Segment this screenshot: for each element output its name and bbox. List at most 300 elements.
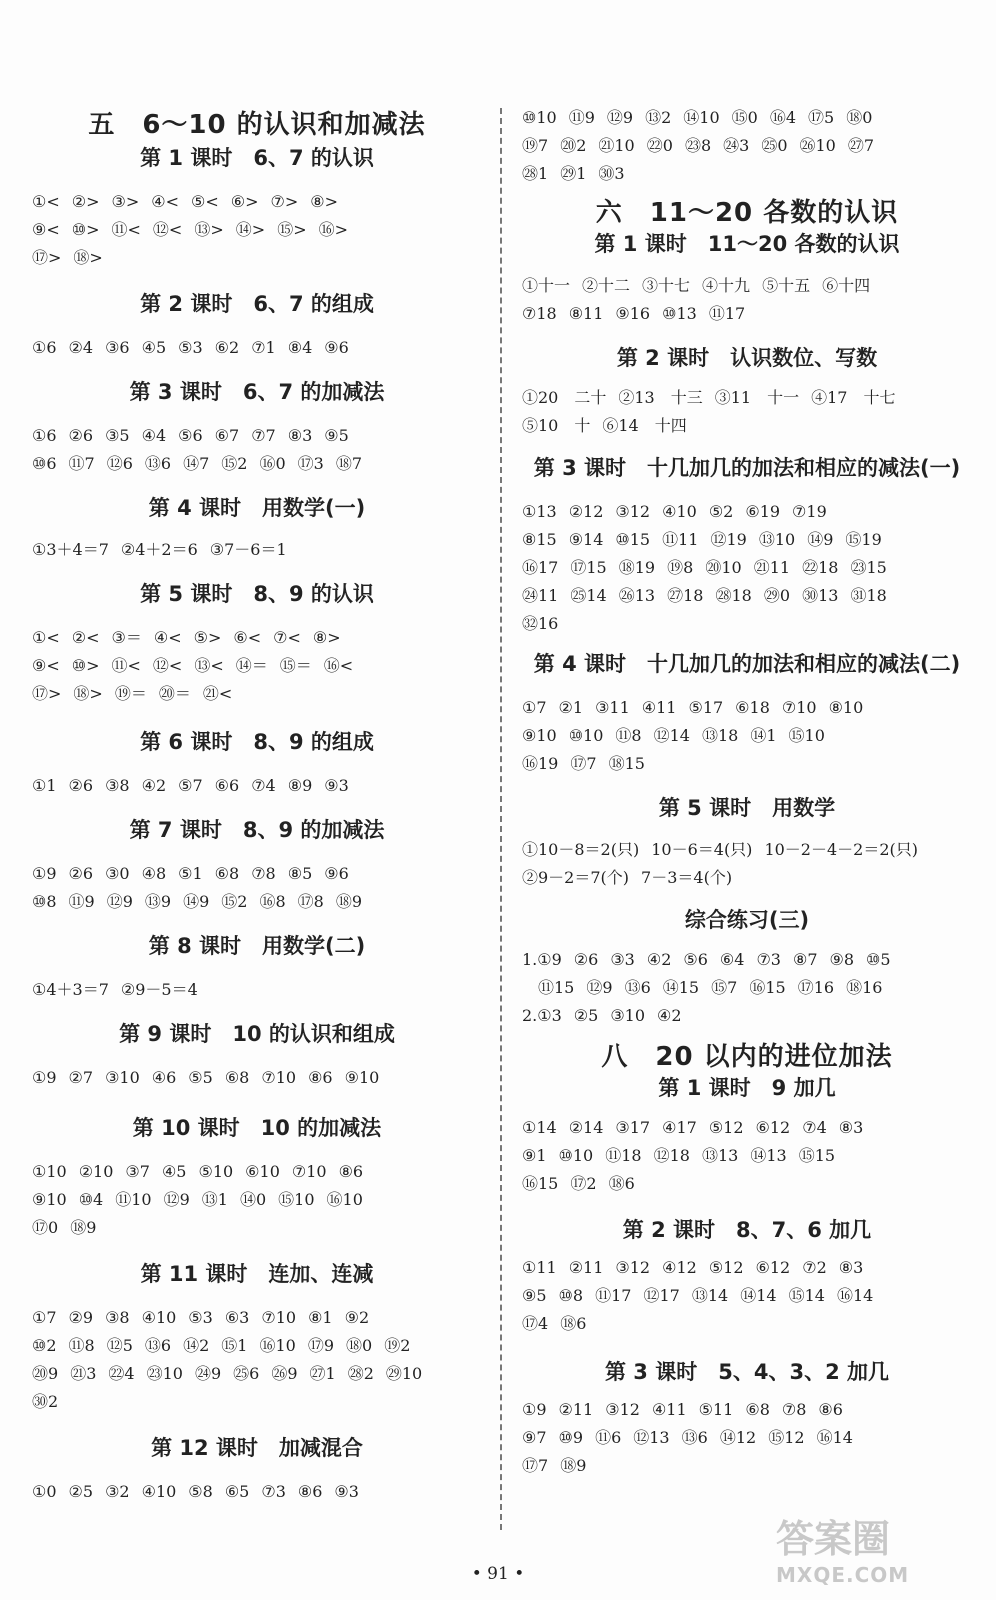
answer-item: ⑩5: [866, 950, 891, 969]
answer-item: ①11: [522, 1258, 557, 1277]
answer-item: ㉙0: [763, 586, 791, 605]
answer-item: ⑰7: [522, 1456, 549, 1475]
answer-item: ⑫9: [606, 108, 634, 127]
answer-item: ⑱9: [560, 1456, 587, 1475]
answer-item: ⑧5: [287, 864, 313, 883]
answer-item: ④17 十七: [811, 388, 896, 407]
answer-item: ④11: [641, 698, 677, 717]
answer-item: ㉔3: [723, 136, 750, 155]
answer-item: ②11: [568, 1258, 604, 1277]
answer-item: ②>: [71, 192, 100, 211]
answer-item: ㉑10: [598, 136, 635, 155]
answer-item: ①9: [32, 1068, 57, 1087]
answer-item: ⑬9: [144, 892, 172, 911]
answer-item: ㉙10: [385, 1364, 423, 1383]
answer-item: ②6: [68, 776, 94, 795]
answer-item: ④2: [657, 1006, 682, 1025]
answer-item: ②十二: [582, 276, 631, 295]
answer-row: [522, 1254, 972, 1282]
answer-item: ⑤1: [178, 864, 203, 883]
answer-item: ⑯15: [522, 1174, 559, 1193]
answer-item: ①0: [32, 1482, 57, 1501]
answer-row: [32, 1360, 482, 1388]
lesson-title: 第 8 课时 用数学(二): [148, 934, 366, 958]
answer-item: ⑭>: [235, 220, 266, 239]
answer-item: ⑪<: [111, 220, 141, 239]
answer-item: ⑩9: [558, 1428, 584, 1447]
answer-item: ④4: [141, 426, 167, 445]
answer-item: ④17: [662, 1118, 697, 1137]
answer-row: [522, 946, 972, 974]
answer-row: [32, 188, 482, 216]
answer-item: ③5: [105, 426, 130, 445]
answer-item: ⑮＝: [279, 656, 312, 675]
answer-row: [32, 1186, 482, 1214]
answer-item: ㉒4: [108, 1364, 135, 1383]
answer-item: ⑨<: [32, 656, 60, 675]
answer-block: [32, 1064, 482, 1092]
answer-item: ⑥<: [233, 628, 262, 647]
lesson-title: 第 4 课时 用数学(一): [148, 496, 366, 520]
answer-row: [32, 1304, 482, 1332]
answer-row: [32, 680, 482, 708]
answer-item: ①10－8＝2(只): [522, 840, 640, 859]
answer-block: [522, 272, 972, 328]
answer-item: ⑧6: [338, 1162, 364, 1181]
answer-row: [522, 750, 972, 778]
answer-item: ⑯0: [259, 454, 286, 473]
answer-item: ⑭12: [719, 1428, 757, 1447]
answer-item: ④6: [151, 1068, 177, 1087]
answer-item: ⑫6: [106, 454, 133, 473]
answer-item: ③8: [105, 776, 130, 795]
answer-item: ⑭＝: [235, 656, 268, 675]
answer-item: ②9: [68, 1308, 94, 1327]
answer-item: ⑪9: [68, 892, 95, 911]
answer-item: ③11 十一: [714, 388, 800, 407]
answer-item: ⑤>: [193, 628, 222, 647]
answer-item: ⑮10: [788, 726, 825, 745]
answer-item: ②6: [68, 426, 94, 445]
lesson-title: 第 10 课时 10 的加减法: [132, 1116, 382, 1140]
answer-item: ⑦10: [261, 1068, 297, 1087]
answer-item: ③17: [615, 1118, 651, 1137]
page-number: • 91 •: [471, 1564, 525, 1584]
answer-item: ⑱9: [70, 1218, 97, 1237]
answer-item: ⑤8: [188, 1482, 213, 1501]
answer-item: ⑧7: [792, 950, 818, 969]
answer-block: [522, 498, 972, 638]
answer-item: ③7: [125, 1162, 150, 1181]
answer-item: ⑭9: [807, 530, 834, 549]
answer-item: ①7: [522, 698, 547, 717]
answer-item: ⑬6: [624, 978, 651, 997]
answer-item: ⑧3: [838, 1258, 864, 1277]
answer-item: ⑰9: [307, 1336, 335, 1355]
answer-row: [32, 888, 482, 916]
answer-item: ⑥4: [719, 950, 745, 969]
answer-item: ⑭14: [740, 1286, 777, 1305]
answer-item: ⑱6: [560, 1314, 587, 1333]
answer-item: ㉖13: [618, 586, 656, 605]
answer-item: ⑩10: [522, 108, 557, 127]
answer-row: [32, 422, 482, 450]
answer-item: ⑥14 十四: [602, 416, 687, 435]
answer-item: ③>: [111, 192, 140, 211]
answer-item: ⑮14: [788, 1286, 825, 1305]
answer-item: ⑨10: [32, 1190, 67, 1209]
answer-block: [522, 946, 972, 1030]
answer-block: [522, 104, 972, 188]
answer-row: [32, 216, 482, 244]
answer-item: ⑨1: [522, 1146, 547, 1165]
answer-row: [32, 1214, 482, 1242]
answer-item: ⑫18: [653, 1146, 690, 1165]
answer-item: ⑩10: [558, 1146, 594, 1165]
answer-item: ⑬<: [194, 656, 224, 675]
answer-item: ④10: [141, 1308, 177, 1327]
answer-item: ⑰3: [297, 454, 324, 473]
answer-item: ⑦>: [270, 192, 299, 211]
lesson-title: 第 2 课时 8、7、6 加几: [622, 1218, 872, 1242]
answer-item: ⑮7: [711, 978, 738, 997]
answer-item: ⑲8: [667, 558, 694, 577]
answer-item: 2.①3: [522, 1006, 562, 1025]
answer-item: ⑤十五: [762, 276, 811, 295]
answer-item: ⑳2: [560, 136, 587, 155]
answer-item: ㉒18: [802, 558, 839, 577]
lesson-title: 第 7 课时 8、9 的加减法: [129, 818, 385, 842]
answer-row: [32, 772, 482, 800]
answer-row: [522, 160, 972, 188]
answer-item: ②4＋2＝6: [120, 540, 198, 559]
answer-item: ⑦19: [792, 502, 827, 521]
answer-item: ④<: [151, 192, 179, 211]
lesson-title: 第 3 课时 十几加几的加法和相应的减法(一): [533, 456, 961, 480]
lesson-title: 第 5 课时 8、9 的认识: [140, 582, 374, 606]
answer-row: [32, 536, 482, 564]
answer-item: ⑧3: [838, 1118, 864, 1137]
answer-item: ①4＋3＝7: [32, 980, 109, 999]
answer-item: ⑬6: [681, 1428, 708, 1447]
answer-item: ⑦18: [522, 304, 557, 323]
answer-item: ⑫13: [633, 1428, 670, 1447]
answer-item: ⑦3: [756, 950, 781, 969]
answer-item: ⑬2: [645, 108, 672, 127]
answer-block: [522, 1254, 972, 1338]
answer-item: ②1: [558, 698, 584, 717]
answer-item: ①14: [522, 1118, 557, 1137]
answer-item: ⑰>: [32, 248, 62, 267]
answer-item: ⑨3: [334, 1482, 359, 1501]
answer-item: ㉑11: [753, 558, 791, 577]
answer-item: ⑬14: [691, 1286, 729, 1305]
answer-item: ⑥8: [745, 1400, 770, 1419]
answer-row: [522, 300, 972, 328]
answer-item: ⑪15: [522, 978, 575, 997]
answer-item: ⑩8: [32, 892, 57, 911]
answer-item: ㉑3: [70, 1364, 97, 1383]
answer-item: ⑫9: [106, 892, 133, 911]
answer-item: ⑦7: [251, 426, 276, 445]
answer-item: ④11: [651, 1400, 687, 1419]
answer-row: [522, 132, 972, 160]
answer-row: [32, 1332, 482, 1360]
answer-item: ⑤3: [178, 338, 203, 357]
lesson-title: 第 2 课时 认识数位、写数: [616, 346, 878, 370]
answer-item: ⑫9: [586, 978, 613, 997]
answer-item: ⑰4: [522, 1314, 549, 1333]
answer-item: ④5: [161, 1162, 187, 1181]
answer-item: ⑥18: [735, 698, 770, 717]
answer-item: ⑱>: [73, 684, 103, 703]
answer-item: ③十七: [642, 276, 691, 295]
answer-item: ⑩2: [32, 1336, 57, 1355]
column-divider: [500, 108, 502, 1530]
answer-item: ④2: [646, 950, 672, 969]
answer-item: ⑤7: [178, 776, 203, 795]
answer-item: ⑰7: [570, 754, 597, 773]
answer-item: ③12: [615, 502, 651, 521]
answer-item: ①3＋4＝7: [32, 540, 109, 559]
answer-item: ㉖10: [799, 136, 836, 155]
answer-block: [32, 772, 482, 800]
answer-item: ⑱7: [335, 454, 363, 473]
answer-block: [32, 422, 482, 478]
answer-item: ③2: [105, 1482, 130, 1501]
answer-item: ⑩15: [615, 530, 651, 549]
answer-item: ⑯15: [749, 978, 786, 997]
answer-item: ㉜16: [522, 614, 559, 633]
answer-item: ⑬>: [194, 220, 224, 239]
answer-item: ⑦8: [781, 1400, 807, 1419]
answer-row: [522, 610, 972, 638]
answer-item: ⑧15: [522, 530, 557, 549]
answer-item: ⑨5: [522, 1286, 547, 1305]
answer-item: ④5: [141, 338, 167, 357]
answer-item: ⑧1: [308, 1308, 333, 1327]
answer-item: ⑭13: [750, 1146, 787, 1165]
answer-item: ⑤11: [698, 1400, 734, 1419]
answer-item: ⑥8: [224, 1068, 250, 1087]
answer-item: ⑨14: [568, 530, 604, 549]
answer-item: ⑰16: [797, 978, 835, 997]
answer-item: ⑧10: [828, 698, 864, 717]
answer-item: ②5: [573, 1006, 599, 1025]
answer-item: ⑥8: [214, 864, 240, 883]
answer-item: ⑰5: [808, 108, 835, 127]
answer-item: ⑫5: [106, 1336, 133, 1355]
answer-item: ②7: [68, 1068, 94, 1087]
answer-item: ⑥6: [214, 776, 240, 795]
answer-item: ㉚13: [802, 586, 839, 605]
answer-item: ⑦8: [251, 864, 276, 883]
answer-item: ③12: [605, 1400, 640, 1419]
lesson-title: 第 5 课时 用数学: [658, 796, 836, 820]
answer-item: ㉓8: [684, 136, 712, 155]
answer-item: ⑧6: [818, 1400, 843, 1419]
answer-item: ⑧4: [287, 338, 313, 357]
answer-item: ⑫17: [643, 1286, 680, 1305]
answer-item: ㉘18: [715, 586, 752, 605]
answer-item: ⑥3: [224, 1308, 250, 1327]
answer-row: [32, 624, 482, 652]
answer-item: ④<: [153, 628, 182, 647]
answer-item: ⑩10: [568, 726, 604, 745]
answer-item: ⑬6: [144, 1336, 172, 1355]
answer-item: ⑥19: [745, 502, 781, 521]
answer-item: ⑩6: [32, 454, 57, 473]
answer-item: ㉖9: [271, 1364, 298, 1383]
answer-item: ⑤2: [708, 502, 734, 521]
answer-row: [522, 974, 972, 1002]
answer-item: ⑬18: [701, 726, 739, 745]
answer-item: ⑥12: [755, 1118, 791, 1137]
answer-item: ⑤17: [688, 698, 724, 717]
answer-item: ⑱6: [608, 1174, 635, 1193]
answer-item: ⑭1: [750, 726, 777, 745]
answer-item: ⑨5: [324, 426, 349, 445]
answer-item: ⑮12: [768, 1428, 805, 1447]
answer-item: ⑪7: [68, 454, 95, 473]
answer-item: ⑤<: [191, 192, 219, 211]
lesson-title: 第 1 课时 6、7 的认识: [140, 146, 374, 170]
answer-item: ⑨<: [32, 220, 60, 239]
answer-item: ⑤12: [708, 1118, 744, 1137]
answer-item: ⑮2: [221, 892, 248, 911]
answer-item: ⑱0: [846, 108, 873, 127]
answer-item: ⑪18: [605, 1146, 642, 1165]
answer-item: ③12: [615, 1258, 651, 1277]
answer-row: [522, 384, 972, 412]
answer-row: [32, 450, 482, 478]
answer-item: ④12: [662, 1258, 697, 1277]
answer-item: ⑲2: [384, 1336, 411, 1355]
answer-item: ③3: [610, 950, 635, 969]
answer-row: [522, 694, 972, 722]
answer-item: ⑭10: [683, 108, 720, 127]
answer-item: ③10: [105, 1068, 140, 1087]
answer-item: ③10: [610, 1006, 646, 1025]
answer-item: ④十九: [702, 276, 751, 295]
answer-item: ③0: [105, 864, 130, 883]
answer-item: ⑯10: [326, 1190, 363, 1209]
answer-item: ②<: [71, 628, 100, 647]
answer-item: ⑨16: [615, 304, 651, 323]
answer-item: ⑳9: [32, 1364, 59, 1383]
answer-item: ⑨10: [522, 726, 557, 745]
answer-item: ④2: [141, 776, 167, 795]
answer-item: ⑪8: [615, 726, 642, 745]
answer-row: [32, 244, 482, 272]
answer-row: [522, 104, 972, 132]
answer-item: ⑥十四: [822, 276, 871, 295]
answer-item: ⑬1: [201, 1190, 228, 1209]
answer-item: ⑪9: [568, 108, 595, 127]
answer-row: [522, 272, 972, 300]
lesson-title: 第 3 课时 5、4、3、2 加几: [605, 1360, 889, 1384]
answer-row: [32, 334, 482, 362]
lesson-title: 第 1 课时 11～20 各数的认识: [594, 232, 900, 256]
answer-row: [522, 722, 972, 750]
answer-item: ⑪17: [708, 304, 746, 323]
answer-item: ⑯19: [522, 754, 559, 773]
answer-row: [32, 1064, 482, 1092]
answer-row: [522, 1170, 972, 1198]
answer-item: ⑩>: [71, 656, 100, 675]
answer-item: ⑧>: [312, 628, 341, 647]
answer-item: ⑫<: [152, 656, 183, 675]
answer-item: ⑧9: [287, 776, 313, 795]
answer-item: ⑨10: [344, 1068, 380, 1087]
answer-item: ⑱>: [73, 248, 103, 267]
answer-item: ㉒0: [646, 136, 673, 155]
answer-item: ⑮19: [845, 530, 882, 549]
answer-item: ⑮10: [278, 1190, 315, 1209]
answer-item: ⑯14: [836, 1286, 874, 1305]
answer-item: ⑪<: [111, 656, 141, 675]
answer-item: ⑬10: [758, 530, 796, 549]
lesson-title: 第 4 课时 十几加几的加法和相应的减法(二): [533, 652, 961, 676]
answer-row: [522, 1452, 972, 1480]
answer-item: ⑦1: [251, 338, 276, 357]
answer-item: ⑬6: [144, 454, 172, 473]
answer-item: ①20 二十: [522, 388, 607, 407]
answer-item: ④10: [662, 502, 697, 521]
answer-item: ㉑<: [202, 684, 233, 703]
answer-item: ㉗18: [667, 586, 704, 605]
answer-item: ⑬13: [701, 1146, 739, 1165]
answer-item: ⑥7: [214, 426, 240, 445]
answer-item: ①<: [32, 192, 60, 211]
answer-block: [522, 694, 972, 778]
answer-row: [32, 1388, 482, 1416]
answer-item: ⑤10 十: [522, 416, 591, 435]
answer-item: ⑭9: [183, 892, 210, 911]
answer-row: [522, 1424, 972, 1452]
answer-item: ②6: [573, 950, 599, 969]
answer-item: ⑨6: [324, 864, 349, 883]
lesson-title: 第 6 课时 8、9 的组成: [140, 730, 374, 754]
answer-item: 10－6＝4(只): [651, 840, 753, 859]
answer-item: ㉔9: [194, 1364, 222, 1383]
answer-item: ⑯14: [816, 1428, 853, 1447]
answer-item: ⑫<: [152, 220, 183, 239]
answer-item: ㉛18: [850, 586, 887, 605]
answer-item: ⑳＝: [158, 684, 191, 703]
answer-item: 7－3＝4(个): [641, 868, 733, 887]
answer-item: ①6: [32, 338, 57, 357]
answer-item: ⑮1: [221, 1336, 248, 1355]
answer-item: ⑧6: [308, 1068, 333, 1087]
answer-item: ⑥12: [755, 1258, 791, 1277]
answer-item: ⑨7: [522, 1428, 547, 1447]
answer-item: ⑭7: [183, 454, 210, 473]
answer-item: ㉚3: [598, 164, 625, 183]
answer-row: [522, 526, 972, 554]
answer-item: ②9－2＝7(个): [522, 868, 630, 887]
answer-item: ⑪10: [115, 1190, 152, 1209]
answer-item: ②13 十三: [618, 388, 703, 407]
answer-item: ⑯<: [323, 656, 354, 675]
answer-item: 1.①9: [522, 950, 562, 969]
answer-item: ⑭15: [662, 978, 700, 997]
answer-row: [522, 498, 972, 526]
answer-item: ①十一: [522, 276, 571, 295]
answer-item: ⑥5: [224, 1482, 250, 1501]
watermark-text: 答案圈: [776, 1517, 891, 1561]
answer-item: ②14: [568, 1118, 604, 1137]
